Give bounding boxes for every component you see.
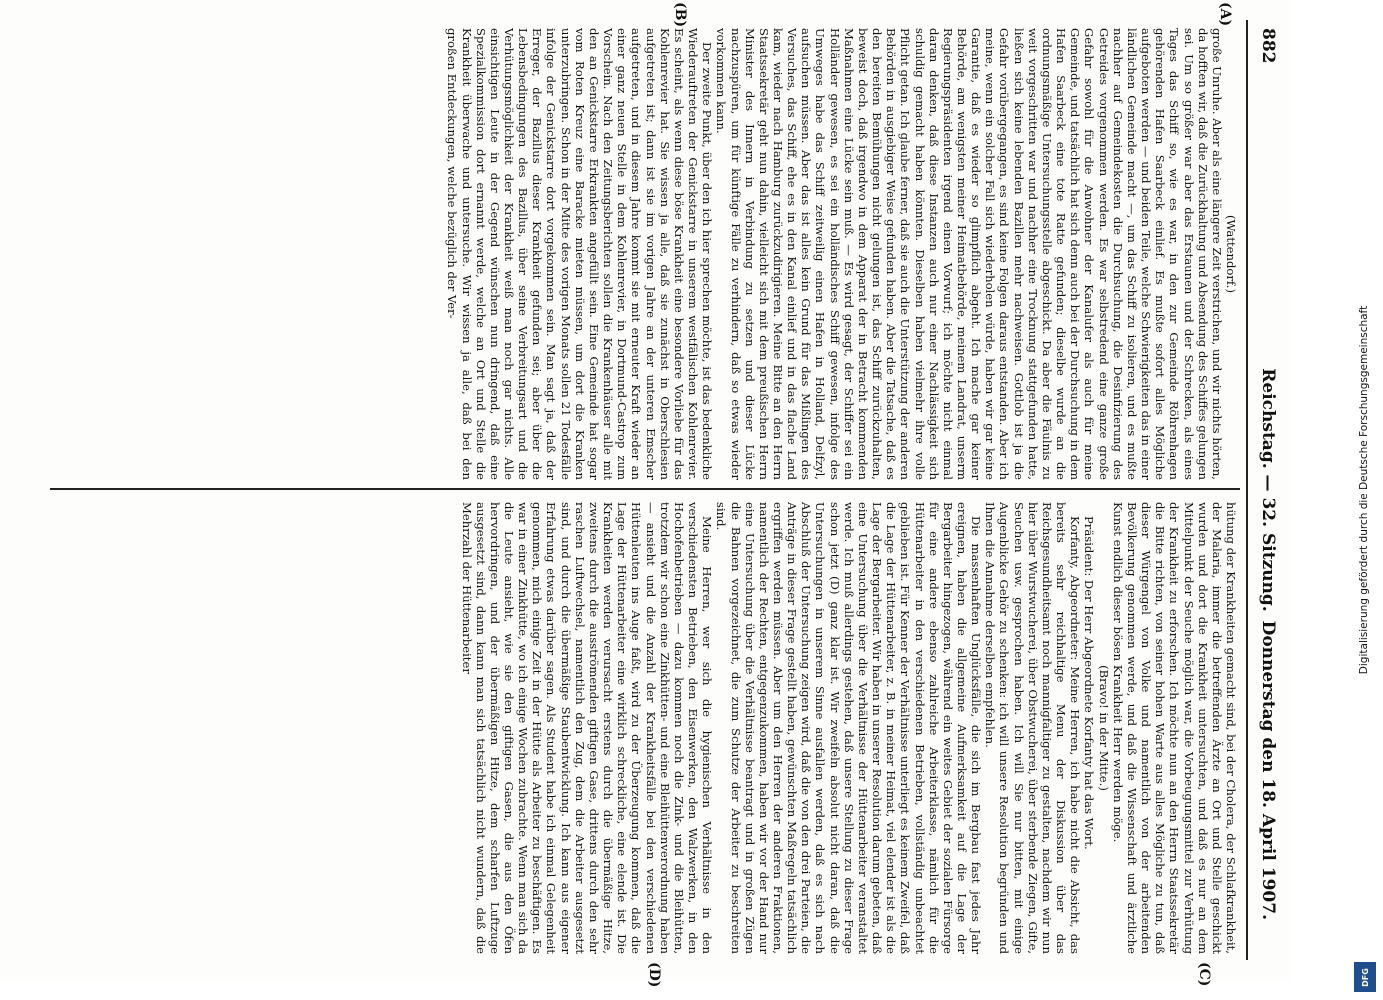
paragraph: Die massenhaften Unglücksfälle, die sich im Bergbau fast jedes Jahr ereignen, haben die allgemeine Aufmerksamkeit auf die Lage der Bergarbeiter hingezogen, während ein weites Gebiet der sozialen Fürsorge für eine andere ebenso zahlreiche Arbeiterklasse, nämlich für die Hüttenarbeiter in den verschiedenen Betrieben, vollständig unbeachtet geblieben ist. Für Kenner der Verhältnisse unterliegt es keinem Zweifel, daß die Lage der Hüttenarbeiter, z. B. in meiner Heimat, viel elender ist als die Lage der Bergarbeiter. Wir haben in unserer Resolution darum gebeten, daß eine Untersuchung über die Verhältnisse der Hüttenarbeiter veranstaltet werde. Ich muß allerdings gestehen, daß unsere Stellung zu dieser Frage schon jetzt (D) ganz klar ist. Wir zweifeln absolut nicht daran, daß die Untersuchungen in unserem Sinne ausfallen werden, daß es sich nach Abschluß der Untersuchung zeigen wird, daß die von den drei Parteien, die Anträge in dieser Frage gestellt haben, gewünschten Maßregeln tatsächlich ergriffen werden müssen. Aber um den Herren der anderen Fraktionen, namentlich der Rechten, entgegenzukommen, haben wir vor der Hand nur eine Untersuchung über die Verhältnisse beantragt und in großen Zügen die Bahnen vorgezeichnet, die zum Schutze der Arbeiter zu beschreiten sind. bbox=[714, 502, 984, 954]
session-date: Donnerstag den 18. April 1907. bbox=[1258, 620, 1278, 920]
header-rule bbox=[1246, 20, 1248, 960]
margin-marker-b: (B) bbox=[672, 2, 688, 28]
interjection: (Bravo! in der Mitte.) bbox=[1096, 665, 1111, 791]
right-column bbox=[48, 502, 1238, 954]
paragraph: Präsident: Der Herr Abgeordnete Korfanty hat das Wort. bbox=[1082, 516, 1097, 850]
paragraph: große Unruhe. Aber als eine längere Zeit verstrichen, und wir nichts hörten, da hofften wir, daß die Zurückhaltung und Absendung des Schiffes gelungen sei. Um so größer war aber das Erstaunen und der Schrecken, als eines Tages das Schiff so, wie es war, in den zur Gemeinde Röhrenhagen gehörenden Hafen Saarbeck einlief. Es mußte sofort alles Mögliche aufgeboten werden — und beiden Teile, welche Schwierigkeiten das in einer ländlichen Gemeinde macht —, um das Schiff zu isolieren, und es mußte nachher auf Gemeindekosten die Durchsuchung, die Desinfizierung des Getreides vorgenommen werden. Es war selbstredend eine ganze große Gefahr sowohl für die Anwohner der Kanalufer als auch für meine Gemeinde, und tatsächlich hat sich denn auch bei der Durchsuchung in dem Hafen Saarbeck eine tote Ratte gefunden; dieselbe wurde an die ordnungsmäßige Untersuchungsstelle abgeschickt. Da aber die Fäulnis zu weit vorgeschritten war und nachher eine Trocknung stattgefunden hatte, ließen sich keine lebenden Bazillen mehr nachweisen. Gottlob ist ja die Gefahr vorübergegangen, es sind keine Folgen daraus entstanden. Aber ich meine, wenn ein solcher Fall sich wiederholen würde, haben wir gar keine Garantie, daß es wieder so glimpflich abgeht. Ich mache gar keiner Behörde, am wenigsten meiner Heimatbehörde, meinem Landrat, unserm Regierungspräsidenten irgend einen Vorwurf; ich möchte nicht einmal daran denken, daß diese Instanzen auch nur einer Nachlässigkeit sich schuldig gemacht haben könnten. Dieselben haben vielmehr ihre volle Pflicht getan. Ich glaube ferner, daß sie auch die Unterstützung der anderen Behörden in ausgiebiger Weise gefunden haben. Aber die Tatsache, daß es den bereiten Bemühungen nicht gelungen ist, das Schiff zurückzuhalten, beweist doch, daß irgendwo in dem Apparat der in Betracht kommenden Maßnahmen eine Lücke sein muß. — Es wird gesagt, der Schiffer sei ein Holländer gewesen, es sei ein holländisches Schiff gewesen, infolge des Umweges habe das Schiff zeitweilig einen Hafen in Holland, Delfzyl, aufsuchen müssen. Aber das ist alles kein Grund für das Mißlingen des Versuches, das Schiff, ehe es in den Kanal einlief und in das flache Land kam, wieder nach Hamburg zurückzudirigieren. Meine Bitte an den Herrn Staatssekretär geht nun dahin, vielleicht sich mit dem preußischen Herrn Minister des Innern in Verbindung zu setzen und dieser Lücke nachzuspüren, um für künftige Fälle zu verhindern, daß so etwas wieder vorkommen kann. bbox=[714, 28, 1224, 480]
page-header bbox=[1252, 0, 1282, 980]
speaker-context: (Wattendorf.) bbox=[1224, 214, 1238, 294]
session-title: Reichstag. — 32. Sitzung. bbox=[1258, 368, 1278, 612]
dfg-credit-text: Digitalisierung gefördert durch die Deutsche Forschungsgemeinschaft bbox=[1358, 305, 1370, 675]
margin-marker-a: (A) bbox=[1217, 2, 1233, 27]
page-number: 882 bbox=[1258, 28, 1278, 64]
left-column bbox=[48, 28, 1238, 480]
column-divider bbox=[50, 488, 1240, 490]
margin-marker-d: (D) bbox=[646, 962, 662, 988]
margin-marker-c: (C) bbox=[1196, 962, 1212, 987]
paragraph: Korfanty, Abgeordneter: Meine Herren, ich habe nicht die Absicht, das bereits sehr reichhaltige Menu der Diskussion über das Reichsgesundheitsamt noch mannigfaltiger zu gestalten, nachdem wir nun hier über Wurstwucherei, über Obstwucherei, über sterbende Ziegen, Gifte, Seuchen usw. gesprochen haben. Ich will Sie nur bitten, mit einige Augenblicke Gehör zu schenken: ich will unsere Resolution begründen und Ihnen die Annahme derselben empfehlen. bbox=[983, 502, 1083, 954]
paragraph: Meine Herren, wer sich die hygienischen Verhältnisse in den verschiedensten Betrieben, den Eisenwerken, den Walzwerken, in den Hochofenbetrieben — dazu kommen noch die Zink- und die Bleihütten, trotzdem wir schon eine Zinkhütten- und eine Bleihüttenverordnung haben — ansieht und die Anzahl der Krankheitsfälle bei den verschiedenen Hüttenleuten ins Auge faßt, wird zu der Überzeugung kommen, daß die Lage der Hüttenarbeiter eine wirklich schreckliche, eine elende ist. Die Krankheiten werden verursacht erstens durch die übermäßige Hitze, zweitens durch die ausströmenden giftigen Gase, drittens durch den sehr raschen Luftwechsel, namentlich den Zug, dem die Arbeiter ausgesetzt sind, und durch die übermäßige Staubentwicklung. Ich kann aus eigener Erfahrung etwas darüber sagen. Als Student habe ich einmal Gelegenheit genommen, mich einige Zeit in der Hütte als Arbeiter zu beschäftigen. Es war in einer Zinkhütte, wo ich einige Wochen zubrachte. Wenn man sich da die Leute ansieht, wie sie den giftigen Gasen, die aus den Öfen hervordringen, und der übermäßigen Hitze, dem scharfen Luftzuge ausgesetzt sind, dann kann man sich tatsächlich nicht wundern, daß die Mehrzahl der Hüttenarbeiter bbox=[459, 502, 715, 954]
paragraph: Der zweite Punkt, über den ich hier sprechen möchte, ist das bedenkliche Wiederauftreten der Genickstarre in unserem westfälischen Kohlenrevier. Es scheint, als wenn diese böse Krankheit eine besondere Vorliebe für das Kohlenrevier hat. Sie wissen ja alle, daß sie zunächst in Oberschlesien aufgetreten ist; dann ist sie im vorigen Jahre an der unteren Emscher aufgetreten, und in diesem Jahre kommt sie mit erneuter Kraft wieder an einer ganz neuen Stelle in dem Kohlenrevier, in Dortmund-Castrop zum Vorschein. Nach den Zeitungsberichten sollen die Krankenhäuser alle mit den an Genickstarre Erkrankten angefüllt sein. Eine Gemeinde hat sogar vom Roten Kreuz eine Baracke mieten müssen, um dort die Kranken unterzubringen. Schon in der Mitte des vorigen Monats sollen 21 Todesfälle infolge der Genickstarre dort vorgekommen sein. Man sagt ja, daß der Erreger, der Bazillus dieser Krankheit gefunden sei; aber über die Lebensbedingungen des Bazillus, über seine Verbreitungsart und die Verhütungsmöglichkeit der Krankheit weiß man noch gar nichts. Alle einsichtigen Leute in der Gegend wünschen nun dringend, daß eine Spezialkommission dort ernannt werde, welche an Ort und Stelle die Krankheit überwache und untersuche. Wir wissen ja alle, daß bei den großen Entdeckungen, welche bezüglich der Ver- bbox=[445, 28, 715, 480]
paragraph: hütung der Krankheiten gemacht sind, bei der Cholera, der Schlafkrankheit, der Malaria, immer die betreffenden Ärzte an Ort und Stelle geschickt wurden und dort die Krankheit untersuchten, und daß es nur an dem Mittelpunkt der Seuche möglich war, die Vorbeugungsmittel zur Verhütung der Krankheit zu erforschen. Ich möchte nun an den Herrn Staatssekretär die Bitte richten, von seiner hohen Warte aus alles Mögliche zu tun, daß dieser Würgengel von Volke und namentlich von der arbeitenden Bevölkerung genommen werde, und daß die Wissenschaft und ärztliche Kunst endlich dieser bösen Krankheit Herr werden möge. bbox=[1110, 502, 1238, 954]
dfg-logo-icon bbox=[1354, 962, 1376, 992]
dfg-logo-label: DFG bbox=[1360, 967, 1370, 987]
